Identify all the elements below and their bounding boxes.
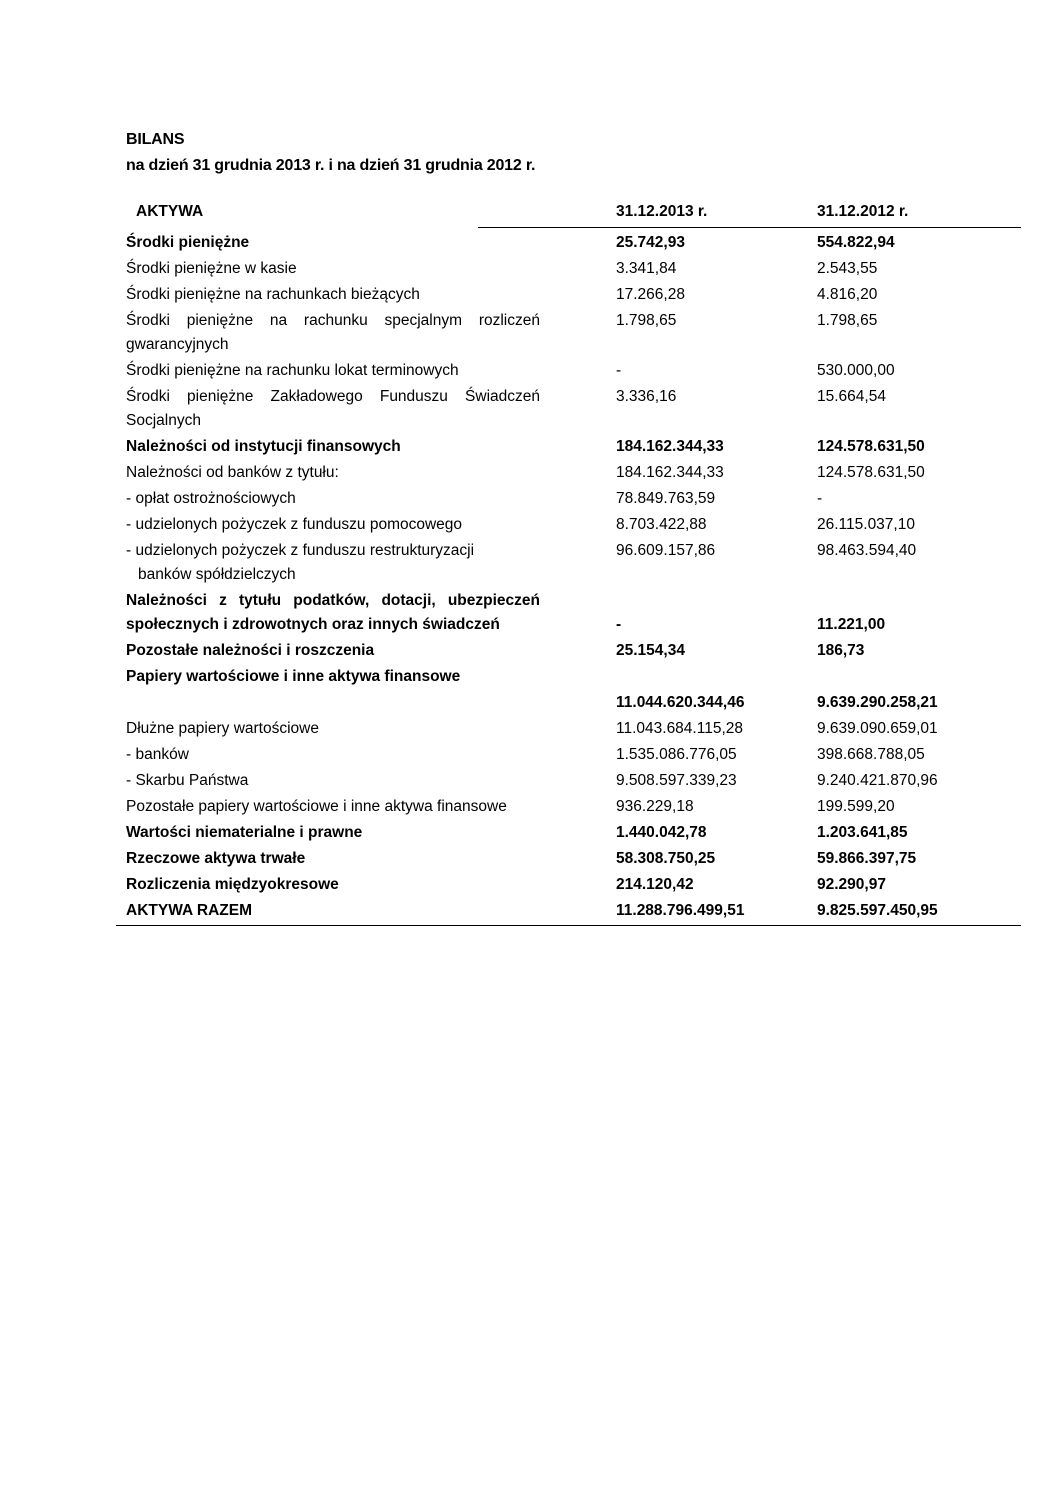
value-2012: 124.578.631,50 (817, 438, 925, 455)
table-row-total (116, 897, 1021, 923)
row-label: Dłużne papiery wartościowe (126, 720, 319, 737)
table-row (116, 459, 1021, 485)
value-2013: 1.535.086.776,05 (616, 746, 737, 763)
value-2012: 26.115.037,10 (817, 516, 915, 533)
value-2013: 17.266,28 (616, 286, 685, 303)
value-2013: - (616, 616, 622, 633)
table-row (116, 383, 1021, 433)
value-2013: 11.043.684.115,28 (616, 720, 743, 737)
value-2012: 2.543,55 (817, 260, 878, 277)
value-2013: 96.609.157,86 (616, 542, 716, 559)
value-2012: 199.599,20 (817, 798, 895, 815)
table-row (116, 793, 1021, 819)
value-2013: 1.798,65 (616, 312, 677, 329)
row-label: Środki pieniężne Zakładowego Funduszu Świadczeń Socjalnych (126, 388, 540, 429)
value-2013: - (616, 362, 622, 379)
row-label: Wartości niematerialne i prawne (126, 824, 363, 841)
value-2012: 4.816,20 (817, 286, 878, 303)
table-header (116, 203, 1021, 229)
value-2013: 936.229,18 (616, 798, 694, 815)
value-2013: 58.308.750,25 (616, 850, 716, 867)
header-label: AKTYWA (136, 203, 204, 220)
value-2012: 530.000,00 (817, 362, 895, 379)
row-label: Papiery wartościowe i inne aktywa finansowe (126, 668, 461, 685)
table-row (116, 537, 1021, 587)
value-2013: 184.162.344,33 (616, 438, 724, 455)
row-label: Rzeczowe aktywa trwałe (126, 850, 306, 867)
table-row (116, 281, 1021, 307)
value-2013: 25.154,34 (616, 642, 685, 659)
value-2012: 9.639.090.659,01 (817, 720, 938, 737)
value-2013: 3.336,16 (616, 388, 677, 405)
table-row (116, 741, 1021, 767)
value-2012: 398.668.788,05 (817, 746, 925, 763)
value-2012: 59.866.397,75 (817, 850, 917, 867)
row-label: Rozliczenia międzyokresowe (126, 876, 339, 893)
table-row (116, 307, 1021, 357)
value-2012: - (817, 490, 823, 507)
value-2013: 9.508.597.339,23 (616, 772, 737, 789)
value-2012: 11.221,00 (817, 616, 886, 633)
value-2012: 186,73 (817, 642, 865, 659)
value-2012: 554.822,94 (817, 234, 895, 251)
balance-sheet-table (116, 203, 1021, 926)
row-label: Należności z tytułu podatków, dotacji, ubezpieczeń społecznych i zdrowotnych oraz innych świadczeń (126, 592, 540, 633)
row-label: Środki pieniężne na rachunku specjalnym rozliczeń gwarancyjnych (126, 312, 540, 353)
header-col-2012: 31.12.2012 r. (817, 203, 909, 220)
header-rule (478, 227, 1021, 228)
value-2013: 11.044.620.344,46 (616, 694, 745, 711)
table-row (116, 433, 1021, 459)
table-row (116, 819, 1021, 845)
value-2012: 1.798,65 (817, 312, 878, 329)
value-2012: 15.664,54 (817, 388, 886, 405)
table-row (116, 511, 1021, 537)
row-label: - Skarbu Państwa (126, 772, 249, 789)
table-row (116, 357, 1021, 383)
table-row (116, 845, 1021, 871)
value-2012: 124.578.631,50 (817, 464, 925, 481)
value-2013: 25.742,93 (616, 234, 685, 251)
value-2013: 214.120,42 (616, 876, 694, 893)
value-2012: 9.825.597.450,95 (817, 902, 938, 919)
table-row (116, 715, 1021, 741)
value-2012: 1.203.641,85 (817, 824, 908, 841)
table-row (116, 485, 1021, 511)
row-label: Należności od banków z tytułu: (126, 464, 339, 481)
header-col-2013: 31.12.2013 r. (616, 203, 708, 220)
row-label: Środki pieniężne na rachunkach bieżących (126, 286, 420, 303)
table-bottom-rule (116, 925, 1021, 926)
table-row (116, 255, 1021, 281)
row-label: - udzielonych pożyczek z funduszu pomocowego (126, 516, 463, 533)
table-row (116, 637, 1021, 663)
row-label: Należności od instytucji finansowych (126, 438, 401, 455)
value-2013: 78.849.763,59 (616, 490, 716, 507)
value-2013: 8.703.422,88 (616, 516, 707, 533)
table-row (116, 587, 1021, 637)
value-2012: 98.463.594,40 (817, 542, 917, 559)
table-row (116, 871, 1021, 897)
row-label-line2: banków spółdzielczych (138, 566, 296, 583)
value-2012: 92.290,97 (817, 876, 886, 893)
row-label: Środki pieniężne w kasie (126, 260, 297, 277)
value-2013: 184.162.344,33 (616, 464, 724, 481)
document-subtitle: na dzień 31 grudnia 2013 r. i na dzień 31 grudnia 2012 r. (126, 157, 536, 174)
row-label: Środki pieniężne na rachunku lokat terminowych (126, 362, 459, 379)
table-row (116, 229, 1021, 255)
row-label: Pozostałe należności i roszczenia (126, 642, 375, 659)
row-label: Pozostałe papiery wartościowe i inne aktywa finansowe (126, 798, 507, 815)
row-label: AKTYWA RAZEM (126, 902, 252, 919)
value-2012: 9.639.290.258,21 (817, 694, 938, 711)
value-2012: 9.240.421.870,96 (817, 772, 938, 789)
value-2013: 11.288.796.499,51 (616, 902, 745, 919)
value-2013: 3.341,84 (616, 260, 677, 277)
document-title: BILANS (126, 131, 185, 148)
row-label: - opłat ostrożnościowych (126, 490, 296, 507)
row-label (116, 539, 540, 587)
row-label: - banków (126, 746, 189, 763)
row-label-line1: - udzielonych pożyczek z funduszu restrukturyzacji (126, 542, 475, 559)
value-2013: 1.440.042,78 (616, 824, 707, 841)
row-label: Środki pieniężne (126, 234, 250, 251)
table-row (116, 767, 1021, 793)
table-row (116, 663, 1021, 715)
